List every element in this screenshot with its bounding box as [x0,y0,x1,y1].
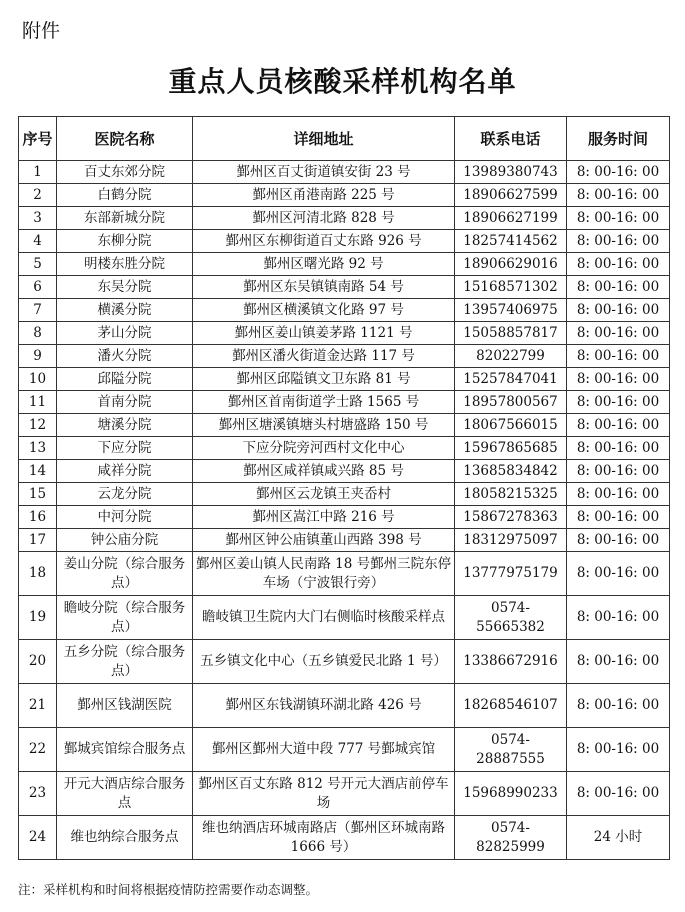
cell-name: 明楼东胜分院 [57,253,193,276]
table-row [19,772,670,816]
cell-address: 瞻岐镇卫生院内大门右侧临时核酸采样点 [193,596,455,640]
table-row [19,728,670,772]
cell-no: 10 [19,368,57,391]
cell-no: 11 [19,391,57,414]
cell-name: 东部新城分院 [57,207,193,230]
cell-hours: 8: 00-16: 00 [567,483,670,506]
cell-name: 开元大酒店综合服务点 [57,772,193,816]
header-phone: 联系电话 [455,117,567,161]
cell-address: 鄞州区云龙镇王夹岙村 [193,483,455,506]
cell-name: 钟公庙分院 [57,529,193,552]
cell-address: 鄞州区横溪镇文化路 97 号 [193,299,455,322]
cell-phone: 13957406975 [455,299,567,322]
table-row [19,253,670,276]
cell-no: 24 [19,816,57,860]
cell-name: 五乡分院（综合服务点） [57,640,193,684]
cell-hours: 8: 00-16: 00 [567,529,670,552]
cell-name: 茅山分院 [57,322,193,345]
cell-phone: 18312975097 [455,529,567,552]
cell-name: 东吴分院 [57,276,193,299]
cell-address: 鄞州区潘火街道金达路 117 号 [193,345,455,368]
cell-no: 17 [19,529,57,552]
cell-phone: 82022799 [455,345,567,368]
cell-name: 百丈东郊分院 [57,161,193,184]
cell-name: 中河分院 [57,506,193,529]
table-row [19,414,670,437]
cell-no: 16 [19,506,57,529]
cell-hours: 8: 00-16: 00 [567,640,670,684]
cell-phone: 0574-55665382 [455,596,567,640]
cell-phone: 18268546107 [455,684,567,728]
cell-phone: 18906627599 [455,184,567,207]
cell-phone: 13386672916 [455,640,567,684]
cell-name: 首南分院 [57,391,193,414]
cell-hours: 8: 00-16: 00 [567,184,670,207]
cell-hours: 8: 00-16: 00 [567,322,670,345]
cell-address: 鄞州区东柳街道百丈东路 926 号 [193,230,455,253]
cell-address: 鄞州区河清北路 828 号 [193,207,455,230]
cell-phone: 13685834842 [455,460,567,483]
institution-table [18,116,670,860]
cell-hours: 8: 00-16: 00 [567,684,670,728]
table-row [19,184,670,207]
cell-hours: 8: 00-16: 00 [567,437,670,460]
cell-phone: 0574-28887555 [455,728,567,772]
table-body [19,161,670,860]
cell-hours: 8: 00-16: 00 [567,460,670,483]
cell-hours: 8: 00-16: 00 [567,230,670,253]
cell-name: 东柳分院 [57,230,193,253]
table-row [19,552,670,596]
cell-address: 五乡镇文化中心（五乡镇爱民北路 1 号） [193,640,455,684]
cell-phone: 15168571302 [455,276,567,299]
cell-hours: 8: 00-16: 00 [567,552,670,596]
cell-hours: 8: 00-16: 00 [567,596,670,640]
cell-name: 横溪分院 [57,299,193,322]
cell-name: 鄞城宾馆综合服务点 [57,728,193,772]
cell-name: 塘溪分院 [57,414,193,437]
document-title: 重点人员核酸采样机构名单 [168,65,517,98]
cell-address: 鄞州区塘溪镇塘头村塘盛路 150 号 [193,414,455,437]
cell-address: 鄞州区甬港南路 225 号 [193,184,455,207]
cell-no: 13 [19,437,57,460]
table-row [19,506,670,529]
cell-name: 维也纳综合服务点 [57,816,193,860]
cell-hours: 8: 00-16: 00 [567,728,670,772]
cell-no: 20 [19,640,57,684]
table-row [19,322,670,345]
table-row [19,460,670,483]
cell-hours: 8: 00-16: 00 [567,772,670,816]
cell-phone: 18257414562 [455,230,567,253]
cell-address: 鄞州区钟公庙镇董山西路 398 号 [193,529,455,552]
cell-phone: 0574-82825999 [455,816,567,860]
cell-address: 鄞州区鄞州大道中段 777 号鄞城宾馆 [193,728,455,772]
table-row [19,437,670,460]
cell-phone: 18957800567 [455,391,567,414]
cell-address: 维也纳酒店环城南路店（鄞州区环城南路 1666 号） [193,816,455,860]
table-row [19,230,670,253]
cell-phone: 15968990233 [455,772,567,816]
cell-address: 鄞州区首南街道学士路 1565 号 [193,391,455,414]
cell-no: 1 [19,161,57,184]
header-name: 医院名称 [57,117,193,161]
cell-hours: 8: 00-16: 00 [567,368,670,391]
cell-address: 鄞州区百丈街道镇安街 23 号 [193,161,455,184]
table-row [19,161,670,184]
attachment-label: 附件 [22,20,61,42]
cell-no: 22 [19,728,57,772]
cell-no: 2 [19,184,57,207]
cell-address: 鄞州区东钱湖镇环湖北路 426 号 [193,684,455,728]
cell-hours: 8: 00-16: 00 [567,414,670,437]
cell-phone: 13777975179 [455,552,567,596]
cell-address: 鄞州区东吴镇镇南路 54 号 [193,276,455,299]
table-row [19,684,670,728]
cell-phone: 18058215325 [455,483,567,506]
table-row [19,391,670,414]
header-address: 详细地址 [193,117,455,161]
cell-no: 4 [19,230,57,253]
cell-phone: 15967865685 [455,437,567,460]
table-row [19,483,670,506]
cell-hours: 8: 00-16: 00 [567,391,670,414]
cell-phone: 18906629016 [455,253,567,276]
cell-no: 14 [19,460,57,483]
cell-no: 21 [19,684,57,728]
table-row [19,816,670,860]
cell-no: 12 [19,414,57,437]
cell-name: 白鹤分院 [57,184,193,207]
cell-hours: 8: 00-16: 00 [567,299,670,322]
cell-no: 9 [19,345,57,368]
cell-hours: 24 小时 [567,816,670,860]
table-row [19,299,670,322]
cell-hours: 8: 00-16: 00 [567,253,670,276]
header-hours: 服务时间 [567,117,670,161]
table-row [19,368,670,391]
cell-hours: 8: 00-16: 00 [567,161,670,184]
cell-name: 潘火分院 [57,345,193,368]
table-row [19,596,670,640]
cell-address: 下应分院旁河西村文化中心 [193,437,455,460]
cell-no: 19 [19,596,57,640]
cell-name: 咸祥分院 [57,460,193,483]
cell-address: 鄞州区咸祥镇咸兴路 85 号 [193,460,455,483]
cell-hours: 8: 00-16: 00 [567,345,670,368]
cell-no: 18 [19,552,57,596]
cell-no: 23 [19,772,57,816]
cell-name: 云龙分院 [57,483,193,506]
cell-no: 7 [19,299,57,322]
cell-phone: 15867278363 [455,506,567,529]
cell-phone: 18067566015 [455,414,567,437]
cell-no: 6 [19,276,57,299]
footnote: 注：采样机构和时间将根据疫情防控需要作动态调整。 [18,882,319,897]
table-row [19,345,670,368]
cell-phone: 15257847041 [455,368,567,391]
cell-hours: 8: 00-16: 00 [567,276,670,299]
cell-name: 下应分院 [57,437,193,460]
cell-name: 邱隘分院 [57,368,193,391]
cell-name: 鄞州区钱湖医院 [57,684,193,728]
cell-address: 鄞州区邱隘镇文卫东路 81 号 [193,368,455,391]
cell-hours: 8: 00-16: 00 [567,207,670,230]
cell-phone: 13989380743 [455,161,567,184]
header-no: 序号 [19,117,57,161]
table-row [19,640,670,684]
cell-address: 鄞州区姜山镇姜茅路 1121 号 [193,322,455,345]
cell-address: 鄞州区嵩江中路 216 号 [193,506,455,529]
cell-hours: 8: 00-16: 00 [567,506,670,529]
cell-address: 鄞州区曙光路 92 号 [193,253,455,276]
cell-no: 15 [19,483,57,506]
cell-no: 5 [19,253,57,276]
cell-name: 瞻岐分院（综合服务点） [57,596,193,640]
table-row [19,276,670,299]
cell-address: 鄞州区姜山镇人民南路 18 号鄞州三院东停车场（宁波银行旁） [193,552,455,596]
cell-no: 8 [19,322,57,345]
cell-no: 3 [19,207,57,230]
table-row [19,207,670,230]
cell-phone: 15058857817 [455,322,567,345]
cell-name: 姜山分院（综合服务点） [57,552,193,596]
cell-phone: 18906627199 [455,207,567,230]
table-header-row [19,117,670,161]
cell-address: 鄞州区百丈东路 812 号开元大酒店前停车场 [193,772,455,816]
table-row [19,529,670,552]
